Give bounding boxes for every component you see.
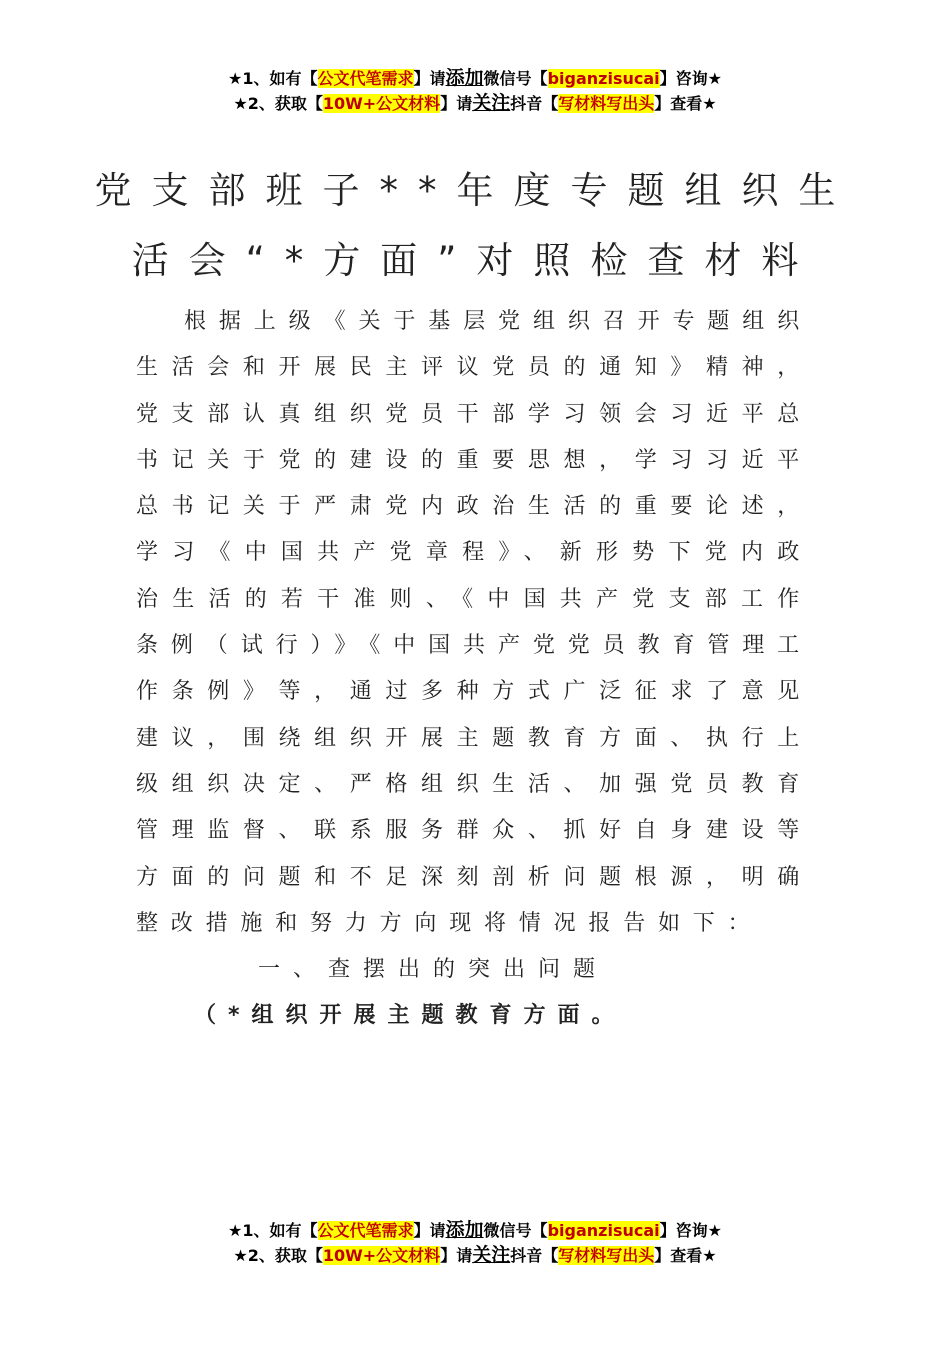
ad-highlight-service: 公文代笔需求: [317, 69, 414, 88]
document-title-line-1: 党支部班子**年度专题组织生: [94, 169, 856, 212]
ad-highlight-materials: 10W+公文材料: [322, 1246, 441, 1265]
ad-banner-bottom: [0, 1218, 950, 1268]
ad-line-2: ★2、获取【10W+公文材料】请关注抖音【写材料写出头】查看★: [233, 1244, 717, 1266]
subsection-heading-1: （*组织开展主题教育方面。: [194, 1003, 626, 1028]
ad-line-1: ★1、如有【公文代笔需求】请添加微信号【biganzisucai】咨询★: [228, 1219, 722, 1241]
body-paragraph: 根据上级《关于基层党组织召开专题组织生活会和开展民主评议党员的通知》精神，党支部认真组织党员干部学习领会习近平总书记关于党的建设的重要思想，学习习近平总书记关于严肃党内政治生活的重要论述，学习《中国共产党章程》、新形势下党内政治生活的若干准则、《中国共产党支部工作条例（试行）》《中国共产党党员教育管理工作条例》等，通过多种方式广泛征求了意见建议，围绕组织开展主题教育方面、执行上级组织决定、严格组织生活、加强党员教育管理监督、联系服务群众、抓好自身建设等方面的问题和不足深刻剖析问题根源，明确整改措施和努力方向现将情况报告如下：: [136, 309, 812, 936]
ad-highlight-service: 公文代笔需求: [317, 1221, 414, 1240]
ad-highlight-douyin: 写材料写出头: [558, 94, 655, 113]
ad-banner-top: [0, 66, 950, 116]
ad-highlight-wechat-id: biganzisucai: [547, 1221, 660, 1240]
document-title-line-2: 活会“*方面”对照检查材料: [131, 239, 819, 282]
ad-highlight-materials: 10W+公文材料: [322, 94, 441, 113]
ad-line-2: ★2、获取【10W+公文材料】请关注抖音【写材料写出头】查看★: [233, 92, 717, 114]
section-heading-1: 一、查摆出的突出问题: [258, 957, 609, 982]
ad-highlight-wechat-id: biganzisucai: [547, 69, 660, 88]
ad-line-1: ★1、如有【公文代笔需求】请添加微信号【biganzisucai】咨询★: [228, 67, 722, 89]
ad-highlight-douyin: 写材料写出头: [558, 1246, 655, 1265]
